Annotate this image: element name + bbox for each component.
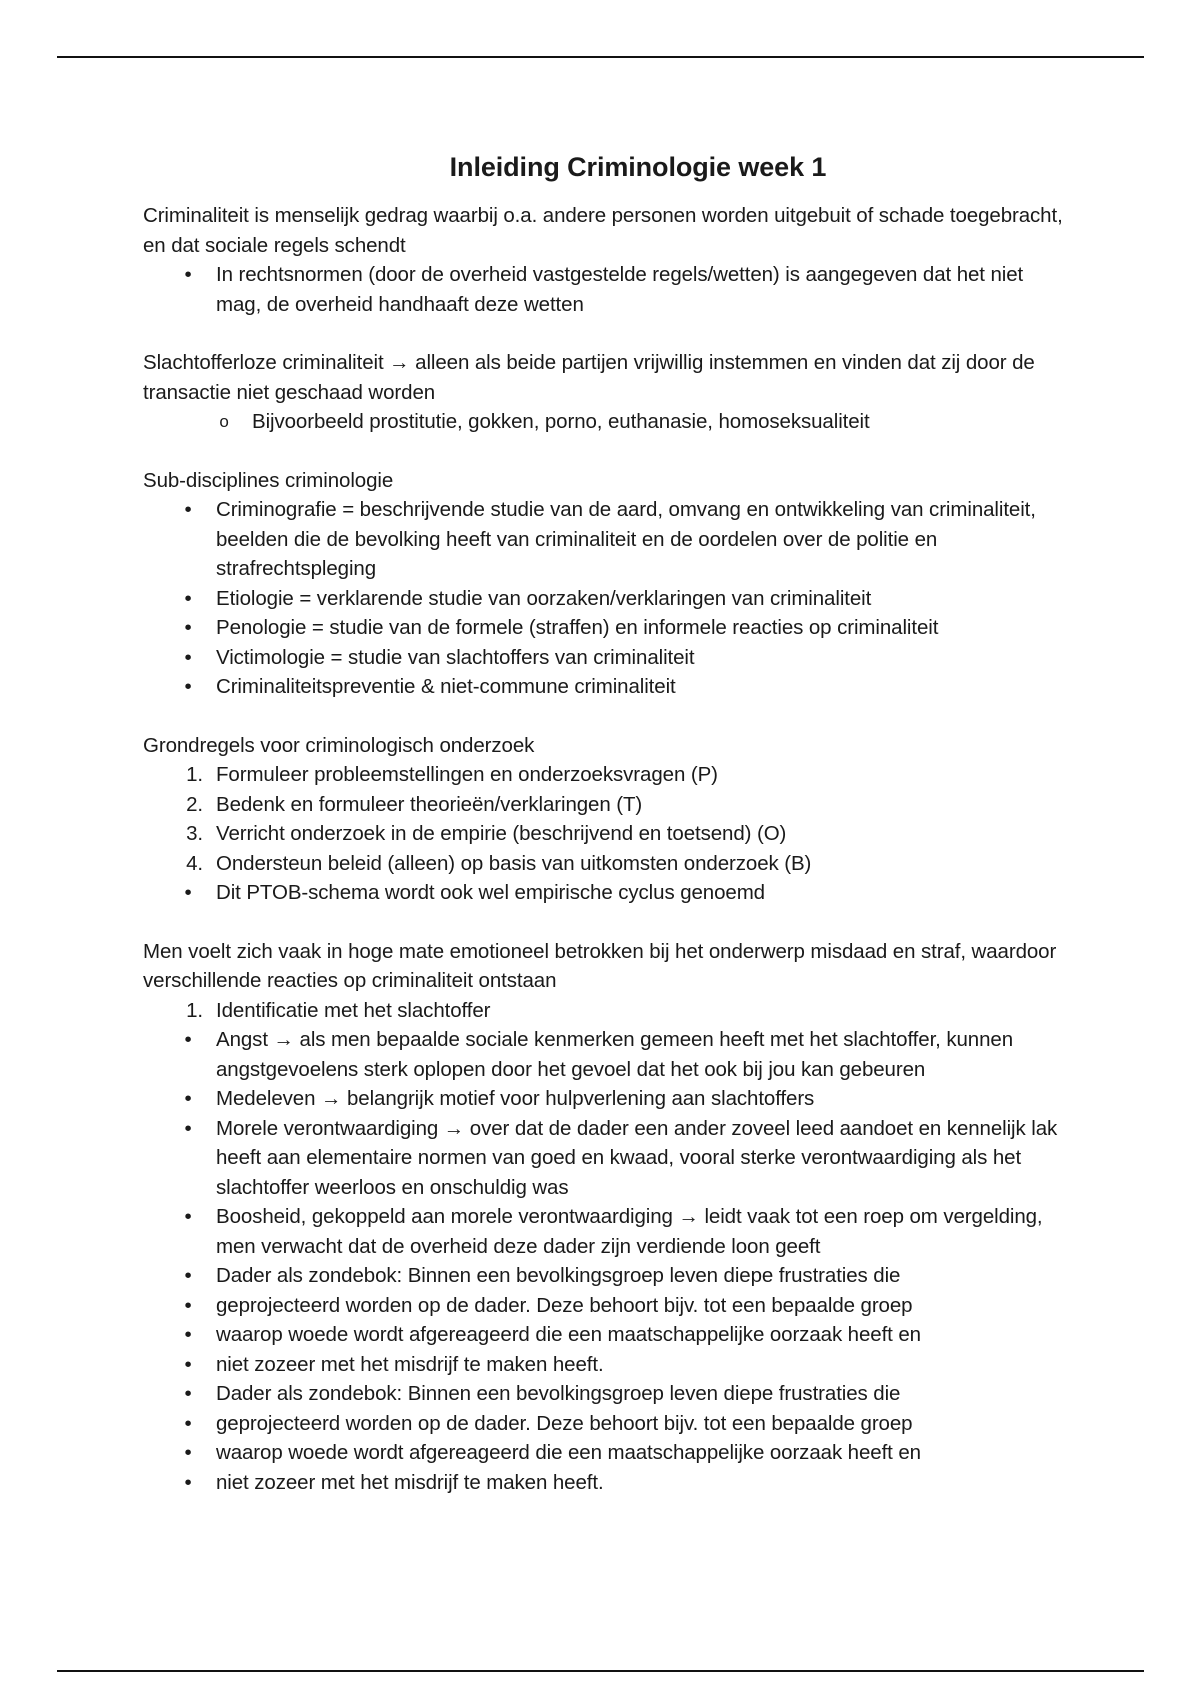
section-intro: Grondregels voor criminologisch onderzoek bbox=[143, 733, 535, 757]
list-item bbox=[143, 495, 1073, 584]
list-number: 2. bbox=[186, 792, 203, 816]
list-item-text: Morele verontwaardiging → over dat de dader een ander zoveel leed aandoet en kennelijk lak heeft aan elementaire normen van goed en kwaad, vooral sterke verontwaardiging als het slachtoffer weerloos en onschuldig was bbox=[216, 1116, 1058, 1199]
section-list bbox=[143, 760, 1073, 908]
bullet-icon: • bbox=[184, 263, 192, 286]
list-item-text: Dader als zondebok: Binnen een bevolkingsgroep leven diepe frustraties die bbox=[216, 1264, 901, 1287]
bullet-icon: • bbox=[184, 675, 192, 698]
list-item bbox=[143, 407, 1073, 437]
list-item bbox=[143, 584, 1073, 614]
list-item-text: Ondersteun beleid (alleen) op basis van uitkomsten onderzoek (B) bbox=[216, 851, 812, 875]
bullet-icon: • bbox=[184, 1382, 192, 1405]
list-number: 3. bbox=[186, 822, 203, 845]
bullet-icon: • bbox=[184, 1470, 192, 1494]
section-intro: Men voelt zich vaak in hoge mate emotioneel betrokken bij het onderwerp misdaad en straf, waardoor verschillende reacties op criminaliteit ontstaan bbox=[143, 939, 1057, 992]
list-item-text: In rechtsnormen (door de overheid vastgestelde regels/wetten) is aangegeven dat het niet mag, de overheid handhaaft deze wetten bbox=[216, 263, 1024, 316]
list-item-text: niet zozeer met het misdrijf te maken heeft. bbox=[216, 1352, 604, 1376]
list-number: 1. bbox=[186, 998, 203, 1022]
bullet-icon: • bbox=[184, 1028, 192, 1051]
bullet-icon: • bbox=[184, 1323, 192, 1346]
header-rule bbox=[57, 56, 1144, 58]
list-item-text: waarop woede wordt afgereageerd die een maatschappelijke oorzaak heeft en bbox=[216, 1441, 921, 1464]
footer-rule bbox=[57, 1670, 1144, 1672]
list-item-text: Dader als zondebok: Binnen een bevolkingsgroep leven diepe frustraties die bbox=[216, 1382, 901, 1405]
bullet-icon: • bbox=[184, 1116, 192, 1140]
list-item bbox=[143, 849, 1073, 879]
sections-container bbox=[143, 201, 1073, 1497]
list-item bbox=[143, 1438, 1073, 1468]
list-item-text: Bijvoorbeeld prostitutie, gokken, porno, euthanasie, homoseksualiteit bbox=[252, 410, 870, 433]
list-item-text: niet zozeer met het misdrijf te maken heeft. bbox=[216, 1470, 604, 1494]
list-item bbox=[143, 1114, 1073, 1203]
list-item-text: Formuleer probleemstellingen en onderzoeksvragen (P) bbox=[216, 763, 718, 786]
list-item-text: Identificatie met het slachtoffer bbox=[216, 998, 491, 1022]
list-item bbox=[143, 672, 1073, 702]
page-title: Inleiding Criminologie week 1 bbox=[449, 152, 827, 182]
list-item-text: Criminaliteitspreventie & niet-commune criminaliteit bbox=[216, 675, 676, 698]
list-item-text: Dit PTOB-schema wordt ook wel empirische cyclus genoemd bbox=[216, 881, 765, 904]
section-2 bbox=[143, 348, 1073, 437]
list-item bbox=[143, 1261, 1073, 1291]
section-list bbox=[143, 260, 1073, 319]
section-3 bbox=[143, 466, 1073, 702]
bullet-icon: • bbox=[184, 881, 192, 904]
bullet-icon: • bbox=[184, 1087, 192, 1110]
list-item-text: geprojecteerd worden op de dader. Deze behoort bijv. tot een bepaalde groep bbox=[216, 1411, 913, 1435]
section-5 bbox=[143, 937, 1073, 1498]
bullet-icon: o bbox=[219, 412, 229, 431]
section-intro: Slachtofferloze criminaliteit → alleen als beide partijen vrijwillig instemmen en vinden dat zij door de transactie niet geschaad worden bbox=[143, 351, 1035, 404]
bullet-icon: • bbox=[184, 616, 192, 639]
section-intro: Sub-disciplines criminologie bbox=[143, 468, 394, 492]
bullet-icon: • bbox=[184, 1352, 192, 1376]
list-item bbox=[143, 1409, 1073, 1439]
list-item-text: Etiologie = verklarende studie van oorzaken/verklaringen van criminaliteit bbox=[216, 586, 872, 610]
list-item-text: Medeleven → belangrijk motief voor hulpverlening aan slachtoffers bbox=[216, 1087, 815, 1110]
section-1 bbox=[143, 201, 1073, 319]
section-4 bbox=[143, 731, 1073, 908]
list-item bbox=[143, 1084, 1073, 1114]
section-list bbox=[143, 407, 1073, 437]
section-intro: Criminaliteit is menselijk gedrag waarbij o.a. andere personen worden uitgebuit of schade toegebracht, en dat sociale regels schendt bbox=[143, 204, 1063, 257]
bullet-icon: • bbox=[184, 1411, 192, 1435]
list-item-text: Criminografie = beschrijvende studie van de aard, omvang en ontwikkeling van criminaliteit, beelden die de bevolking heeft van criminaliteit en de oordelen over de politie en strafrechtspleging bbox=[216, 498, 1036, 580]
list-item bbox=[143, 1320, 1073, 1350]
list-item bbox=[143, 1350, 1073, 1380]
list-item-text: Verricht onderzoek in de empirie (beschrijvend en toetsend) (O) bbox=[216, 822, 787, 845]
list-item bbox=[143, 878, 1073, 908]
list-item bbox=[143, 1025, 1073, 1084]
list-item bbox=[143, 996, 1073, 1026]
bullet-icon: • bbox=[184, 1205, 192, 1228]
list-item-text: Victimologie = studie van slachtoffers van criminaliteit bbox=[216, 645, 695, 669]
list-item bbox=[143, 1202, 1073, 1261]
list-item-text: Penologie = studie van de formele (straffen) en informele reacties op criminaliteit bbox=[216, 616, 939, 639]
list-item-text: Bedenk en formuleer theorieën/verklaringen (T) bbox=[216, 792, 643, 816]
bullet-icon: • bbox=[184, 498, 192, 521]
list-item bbox=[143, 760, 1073, 790]
list-item-text: Boosheid, gekoppeld aan morele verontwaardiging → leidt vaak tot een roep om vergelding, men verwacht dat de overheid deze dader zijn verdiende loon geeft bbox=[216, 1205, 1043, 1258]
list-item-text: geprojecteerd worden op de dader. Deze behoort bijv. tot een bepaalde groep bbox=[216, 1293, 913, 1317]
list-item-text: waarop woede wordt afgereageerd die een maatschappelijke oorzaak heeft en bbox=[216, 1323, 921, 1346]
list-item-text: Angst → als men bepaalde sociale kenmerken gemeen heeft met het slachtoffer, kunnen angstgevoelens sterk oplopen door het gevoel dat het ook bij jou kan gebeuren bbox=[216, 1028, 1014, 1081]
list-item bbox=[143, 819, 1073, 849]
section-list bbox=[143, 495, 1073, 702]
list-item bbox=[143, 790, 1073, 820]
list-item bbox=[143, 1468, 1073, 1498]
list-number: 1. bbox=[186, 763, 203, 786]
list-item bbox=[143, 260, 1073, 319]
bullet-icon: • bbox=[184, 586, 192, 610]
bullet-icon: • bbox=[184, 1264, 192, 1287]
list-item bbox=[143, 1379, 1073, 1409]
bullet-icon: • bbox=[184, 1293, 192, 1317]
list-item bbox=[143, 613, 1073, 643]
bullet-icon: • bbox=[184, 1441, 192, 1464]
list-item bbox=[143, 1291, 1073, 1321]
document-body bbox=[143, 150, 1073, 1526]
list-item bbox=[143, 643, 1073, 673]
bullet-icon: • bbox=[184, 645, 192, 669]
section-list bbox=[143, 996, 1073, 1498]
list-number: 4. bbox=[186, 851, 203, 875]
